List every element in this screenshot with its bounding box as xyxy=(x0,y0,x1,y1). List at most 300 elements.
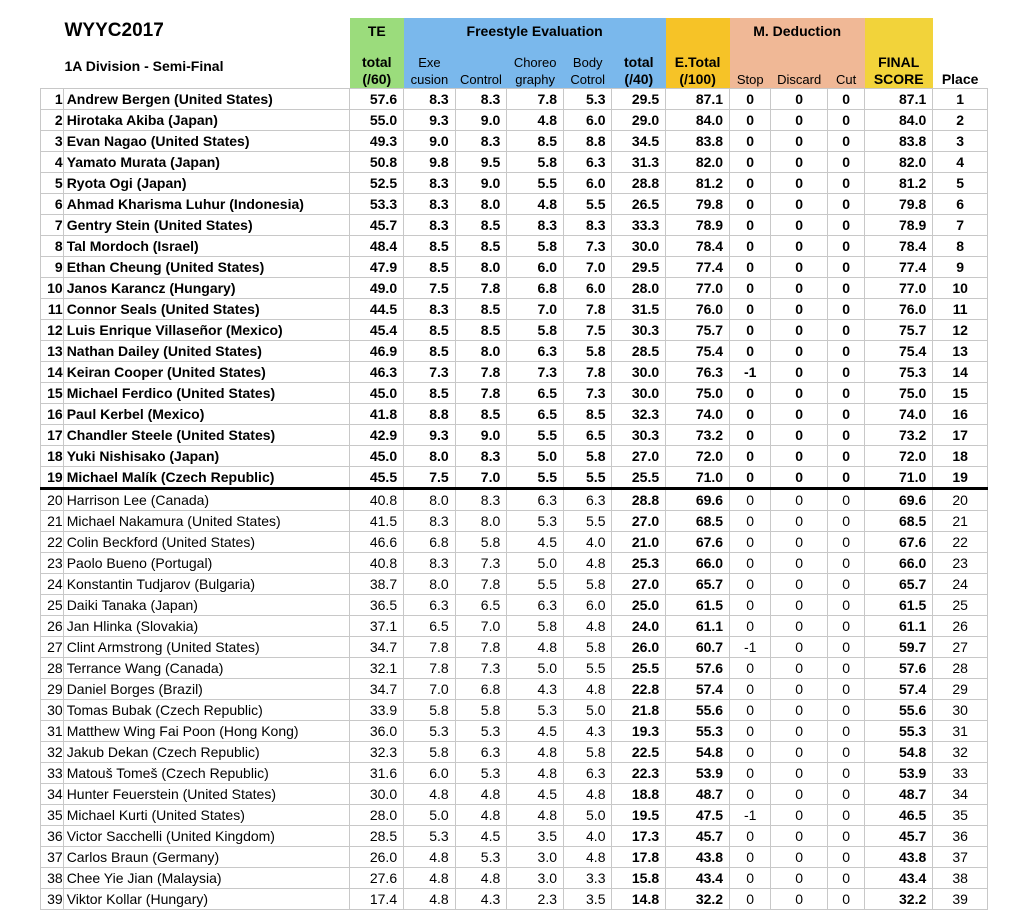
body-control-cell: 4.8 xyxy=(564,679,612,700)
discard-cell: 0 xyxy=(771,805,828,826)
fe-total-cell: 25.0 xyxy=(612,595,666,616)
execution-cell: 6.0 xyxy=(404,763,456,784)
fe-total-cell: 15.8 xyxy=(612,868,666,889)
control-cell: 5.3 xyxy=(455,763,507,784)
cut-cell: 0 xyxy=(828,826,865,847)
te-total-cell: 40.8 xyxy=(350,489,404,511)
rank-cell: 23 xyxy=(41,553,64,574)
cut-cell: 0 xyxy=(828,721,865,742)
body-control-cell: 5.5 xyxy=(564,658,612,679)
stop-cell: 0 xyxy=(730,383,771,404)
choreography-cell: 3.0 xyxy=(507,868,564,889)
cut-cell: 0 xyxy=(828,446,865,467)
cut-cell: 0 xyxy=(828,889,865,910)
fe-total-cell: 29.5 xyxy=(612,89,666,110)
name-cell: Andrew Bergen (United States) xyxy=(63,89,350,110)
cut-cell: 0 xyxy=(828,215,865,236)
execution-cell: 8.5 xyxy=(404,383,456,404)
name-cell: Nathan Dailey (United States) xyxy=(63,341,350,362)
te-total-cell: 52.5 xyxy=(350,173,404,194)
final-score-cell: 77.4 xyxy=(865,257,933,278)
e-total-cell: 76.0 xyxy=(666,299,730,320)
body-control-cell: 4.0 xyxy=(564,826,612,847)
choreography-cell: 5.5 xyxy=(507,574,564,595)
execution-header: Exe cusion xyxy=(404,44,456,89)
e-total-group-cell xyxy=(666,18,730,44)
body-control-cell: 5.0 xyxy=(564,700,612,721)
table-row xyxy=(41,404,988,425)
discard-cell: 0 xyxy=(771,152,828,173)
body-control-cell: 4.8 xyxy=(564,847,612,868)
discard-cell: 0 xyxy=(771,847,828,868)
name-cell: Ahmad Kharisma Luhur (Indonesia) xyxy=(63,194,350,215)
execution-cell: 5.8 xyxy=(404,742,456,763)
stop-cell: -1 xyxy=(730,362,771,383)
cut-cell: 0 xyxy=(828,868,865,889)
control-cell: 7.8 xyxy=(455,574,507,595)
discard-cell: 0 xyxy=(771,236,828,257)
rank-cell: 29 xyxy=(41,679,64,700)
e-total-cell: 66.0 xyxy=(666,553,730,574)
control-cell: 7.0 xyxy=(455,467,507,489)
choreography-cell: 5.5 xyxy=(507,173,564,194)
control-cell: 4.8 xyxy=(455,784,507,805)
e-total-cell: 57.4 xyxy=(666,679,730,700)
deduction-group-header: M. Deduction xyxy=(730,18,865,44)
place-cell: 5 xyxy=(933,173,988,194)
name-cell: Keiran Cooper (United States) xyxy=(63,362,350,383)
cut-cell: 0 xyxy=(828,637,865,658)
table-row xyxy=(41,173,988,194)
place-cell: 35 xyxy=(933,805,988,826)
execution-cell: 7.5 xyxy=(404,278,456,299)
stop-cell: 0 xyxy=(730,763,771,784)
discard-cell: 0 xyxy=(771,889,828,910)
cut-cell: 0 xyxy=(828,425,865,446)
execution-cell: 9.3 xyxy=(404,425,456,446)
e-total-cell: 61.5 xyxy=(666,595,730,616)
cut-cell: 0 xyxy=(828,194,865,215)
body-control-cell: 7.8 xyxy=(564,299,612,320)
stop-cell: 0 xyxy=(730,511,771,532)
cut-cell: 0 xyxy=(828,658,865,679)
discard-cell: 0 xyxy=(771,489,828,511)
rank-cell: 37 xyxy=(41,847,64,868)
discard-cell: 0 xyxy=(771,404,828,425)
e-total-cell: 79.8 xyxy=(666,194,730,215)
table-row xyxy=(41,446,988,467)
rank-cell: 36 xyxy=(41,826,64,847)
fe-total-cell: 32.3 xyxy=(612,404,666,425)
table-row xyxy=(41,658,988,679)
e-total-cell: 83.8 xyxy=(666,131,730,152)
place-group-cell xyxy=(933,18,988,44)
fe-total-cell: 22.8 xyxy=(612,679,666,700)
final-score-cell: 77.0 xyxy=(865,278,933,299)
rank-cell: 32 xyxy=(41,742,64,763)
discard-cell: 0 xyxy=(771,173,828,194)
body-control-cell: 3.5 xyxy=(564,889,612,910)
body-control-cell: 5.5 xyxy=(564,194,612,215)
e-total-cell: 82.0 xyxy=(666,152,730,173)
name-cell: Yuki Nishisako (Japan) xyxy=(63,446,350,467)
control-cell: 8.0 xyxy=(455,194,507,215)
body-control-cell: 5.8 xyxy=(564,742,612,763)
final-score-cell: 55.3 xyxy=(865,721,933,742)
choreography-cell: 4.5 xyxy=(507,532,564,553)
e-total-cell: 60.7 xyxy=(666,637,730,658)
fe-total-cell: 25.5 xyxy=(612,658,666,679)
stop-cell: 0 xyxy=(730,278,771,299)
table-row xyxy=(41,868,988,889)
final-score-cell: 61.1 xyxy=(865,616,933,637)
fe-total-cell: 28.8 xyxy=(612,489,666,511)
control-cell: 5.3 xyxy=(455,721,507,742)
execution-cell: 8.3 xyxy=(404,215,456,236)
choreography-cell: 7.3 xyxy=(507,362,564,383)
control-cell: 6.3 xyxy=(455,742,507,763)
e-total-cell: 69.6 xyxy=(666,489,730,511)
control-cell: 5.3 xyxy=(455,847,507,868)
choreography-cell: 4.8 xyxy=(507,805,564,826)
table-row xyxy=(41,532,988,553)
stop-header: Stop xyxy=(730,44,771,89)
table-row xyxy=(41,194,988,215)
te-total-cell: 49.3 xyxy=(350,131,404,152)
e-total-cell: 32.2 xyxy=(666,889,730,910)
rank-cell: 6 xyxy=(41,194,64,215)
e-total-cell: 55.3 xyxy=(666,721,730,742)
e-total-cell: 67.6 xyxy=(666,532,730,553)
choreography-cell: 4.8 xyxy=(507,110,564,131)
final-score-cell: 65.7 xyxy=(865,574,933,595)
e-total-cell: 47.5 xyxy=(666,805,730,826)
body-control-cell: 4.8 xyxy=(564,553,612,574)
te-total-cell: 45.0 xyxy=(350,383,404,404)
e-total-cell: 43.4 xyxy=(666,868,730,889)
discard-cell: 0 xyxy=(771,637,828,658)
fe-total-cell: 22.5 xyxy=(612,742,666,763)
place-cell: 27 xyxy=(933,637,988,658)
control-cell: 6.5 xyxy=(455,595,507,616)
cut-cell: 0 xyxy=(828,278,865,299)
e-total-cell: 87.1 xyxy=(666,89,730,110)
discard-header: Discard xyxy=(771,44,828,89)
cut-cell: 0 xyxy=(828,383,865,404)
te-total-cell: 45.7 xyxy=(350,215,404,236)
execution-cell: 6.3 xyxy=(404,595,456,616)
body-control-cell: 7.3 xyxy=(564,383,612,404)
e-total-cell: 74.0 xyxy=(666,404,730,425)
choreography-cell: 5.8 xyxy=(507,320,564,341)
name-cell: Michael Malík (Czech Republic) xyxy=(63,467,350,489)
execution-cell: 7.8 xyxy=(404,658,456,679)
body-control-cell: 6.0 xyxy=(564,110,612,131)
rank-cell: 11 xyxy=(41,299,64,320)
place-cell: 6 xyxy=(933,194,988,215)
choreography-cell: 4.3 xyxy=(507,679,564,700)
name-cell: Terrance Wang (Canada) xyxy=(63,658,350,679)
body-control-cell: 3.3 xyxy=(564,868,612,889)
stop-cell: 0 xyxy=(730,257,771,278)
rank-cell: 1 xyxy=(41,89,64,110)
name-cell: Janos Karancz (Hungary) xyxy=(63,278,350,299)
name-cell: Jan Hlinka (Slovakia) xyxy=(63,616,350,637)
discard-cell: 0 xyxy=(771,553,828,574)
execution-cell: 8.5 xyxy=(404,320,456,341)
te-total-cell: 45.4 xyxy=(350,320,404,341)
final-score-cell: 48.7 xyxy=(865,784,933,805)
execution-cell: 7.5 xyxy=(404,467,456,489)
discard-cell: 0 xyxy=(771,341,828,362)
final-score-cell: 66.0 xyxy=(865,553,933,574)
te-total-cell: 36.0 xyxy=(350,721,404,742)
choreography-cell: 4.5 xyxy=(507,721,564,742)
stop-cell: 0 xyxy=(730,679,771,700)
place-cell: 12 xyxy=(933,320,988,341)
fe-total-cell: 18.8 xyxy=(612,784,666,805)
event-title: WYYC2017 xyxy=(64,20,164,41)
execution-cell: 7.8 xyxy=(404,637,456,658)
fe-total-cell: 27.0 xyxy=(612,446,666,467)
body-control-cell: 6.0 xyxy=(564,173,612,194)
e-total-cell: 77.0 xyxy=(666,278,730,299)
rank-cell: 13 xyxy=(41,341,64,362)
place-cell: 33 xyxy=(933,763,988,784)
choreography-cell: 6.3 xyxy=(507,489,564,511)
table-row xyxy=(41,110,988,131)
place-cell: 15 xyxy=(933,383,988,404)
body-control-cell: 5.8 xyxy=(564,574,612,595)
fe-total-cell: 26.5 xyxy=(612,194,666,215)
name-cell: Paul Kerbel (Mexico) xyxy=(63,404,350,425)
final-score-cell: 61.5 xyxy=(865,595,933,616)
place-cell: 28 xyxy=(933,658,988,679)
discard-cell: 0 xyxy=(771,320,828,341)
cut-cell: 0 xyxy=(828,236,865,257)
e-total-cell: 65.7 xyxy=(666,574,730,595)
rank-cell: 3 xyxy=(41,131,64,152)
rank-cell: 17 xyxy=(41,425,64,446)
place-cell: 25 xyxy=(933,595,988,616)
e-total-cell: 61.1 xyxy=(666,616,730,637)
execution-cell: 6.5 xyxy=(404,616,456,637)
choreography-cell: 5.0 xyxy=(507,446,564,467)
fe-total-cell: 33.3 xyxy=(612,215,666,236)
choreography-cell: 6.3 xyxy=(507,341,564,362)
final-group-cell xyxy=(865,18,933,44)
body-control-cell: 7.3 xyxy=(564,236,612,257)
name-cell: Jakub Dekan (Czech Republic) xyxy=(63,742,350,763)
stop-cell: 0 xyxy=(730,89,771,110)
control-cell: 8.5 xyxy=(455,215,507,236)
te-total-cell: 45.5 xyxy=(350,467,404,489)
e-total-cell: 72.0 xyxy=(666,446,730,467)
stop-cell: 0 xyxy=(730,553,771,574)
final-score-cell: 74.0 xyxy=(865,404,933,425)
control-cell: 8.3 xyxy=(455,131,507,152)
te-total-cell: 40.8 xyxy=(350,553,404,574)
place-cell: 29 xyxy=(933,679,988,700)
name-cell: Konstantin Tudjarov (Bulgaria) xyxy=(63,574,350,595)
cut-cell: 0 xyxy=(828,700,865,721)
table-row xyxy=(41,215,988,236)
execution-cell: 8.3 xyxy=(404,194,456,215)
choreography-cell: 8.5 xyxy=(507,131,564,152)
freestyle-group-header: Freestyle Evaluation xyxy=(404,18,666,44)
table-row xyxy=(41,700,988,721)
body-control-cell: 5.8 xyxy=(564,637,612,658)
stop-cell: 0 xyxy=(730,658,771,679)
control-header: Control xyxy=(455,44,507,89)
stop-cell: 0 xyxy=(730,616,771,637)
place-cell: 20 xyxy=(933,489,988,511)
e-total-cell: 45.7 xyxy=(666,826,730,847)
te-total-cell: 28.0 xyxy=(350,805,404,826)
execution-cell: 4.8 xyxy=(404,868,456,889)
stop-cell: 0 xyxy=(730,784,771,805)
table-row xyxy=(41,341,988,362)
discard-cell: 0 xyxy=(771,868,828,889)
final-score-cell: 46.5 xyxy=(865,805,933,826)
cut-cell: 0 xyxy=(828,595,865,616)
cut-cell: 0 xyxy=(828,320,865,341)
te-total-cell: 17.4 xyxy=(350,889,404,910)
te-total-header: total (/60) xyxy=(350,44,404,89)
e-total-cell: 54.8 xyxy=(666,742,730,763)
table-row xyxy=(41,805,988,826)
table-row xyxy=(41,278,988,299)
name-cell: Colin Beckford (United States) xyxy=(63,532,350,553)
final-score-cell: 72.0 xyxy=(865,446,933,467)
control-cell: 9.0 xyxy=(455,173,507,194)
fe-total-cell: 27.0 xyxy=(612,511,666,532)
name-cell: Victor Sacchelli (United Kingdom) xyxy=(63,826,350,847)
body-control-cell: 6.3 xyxy=(564,152,612,173)
choreography-cell: 5.0 xyxy=(507,553,564,574)
name-cell: Hunter Feuerstein (United States) xyxy=(63,784,350,805)
fe-total-cell: 26.0 xyxy=(612,637,666,658)
choreography-cell: 5.8 xyxy=(507,152,564,173)
stop-cell: 0 xyxy=(730,532,771,553)
place-cell: 13 xyxy=(933,341,988,362)
te-total-cell: 50.8 xyxy=(350,152,404,173)
name-cell: Paolo Bueno (Portugal) xyxy=(63,553,350,574)
place-cell: 26 xyxy=(933,616,988,637)
choreography-cell: 4.8 xyxy=(507,763,564,784)
execution-cell: 5.0 xyxy=(404,805,456,826)
rank-cell: 18 xyxy=(41,446,64,467)
cut-cell: 0 xyxy=(828,847,865,868)
choreography-header: Choreo graphy xyxy=(507,44,564,89)
choreography-cell: 3.5 xyxy=(507,826,564,847)
final-score-cell: 43.8 xyxy=(865,847,933,868)
discard-cell: 0 xyxy=(771,658,828,679)
control-cell: 7.8 xyxy=(455,362,507,383)
execution-cell: 5.3 xyxy=(404,721,456,742)
stop-cell: 0 xyxy=(730,700,771,721)
e-total-cell: 75.0 xyxy=(666,383,730,404)
execution-cell: 8.0 xyxy=(404,574,456,595)
body-control-cell: 4.8 xyxy=(564,616,612,637)
execution-cell: 8.3 xyxy=(404,553,456,574)
te-total-cell: 47.9 xyxy=(350,257,404,278)
control-cell: 9.0 xyxy=(455,425,507,446)
discard-cell: 0 xyxy=(771,784,828,805)
fe-total-cell: 30.0 xyxy=(612,383,666,404)
execution-cell: 8.3 xyxy=(404,89,456,110)
name-cell: Tal Mordoch (Israel) xyxy=(63,236,350,257)
table-row xyxy=(41,679,988,700)
name-cell: Harrison Lee (Canada) xyxy=(63,489,350,511)
stop-cell: 0 xyxy=(730,847,771,868)
te-total-cell: 37.1 xyxy=(350,616,404,637)
name-cell: Matouš Tomeš (Czech Republic) xyxy=(63,763,350,784)
rank-cell: 27 xyxy=(41,637,64,658)
table-row xyxy=(41,152,988,173)
fe-total-cell: 30.3 xyxy=(612,425,666,446)
discard-cell: 0 xyxy=(771,110,828,131)
te-total-cell: 30.0 xyxy=(350,784,404,805)
choreography-cell: 5.3 xyxy=(507,700,564,721)
rank-cell: 35 xyxy=(41,805,64,826)
final-score-cell: 57.6 xyxy=(865,658,933,679)
discard-cell: 0 xyxy=(771,721,828,742)
final-score-cell: 75.0 xyxy=(865,383,933,404)
rank-cell: 30 xyxy=(41,700,64,721)
cut-cell: 0 xyxy=(828,257,865,278)
table-row xyxy=(41,89,988,110)
table-row xyxy=(41,383,988,404)
control-cell: 9.5 xyxy=(455,152,507,173)
table-row xyxy=(41,742,988,763)
final-score-header: FINAL SCORE xyxy=(865,44,933,89)
table-row xyxy=(41,299,988,320)
rank-cell: 25 xyxy=(41,595,64,616)
e-total-cell: 55.6 xyxy=(666,700,730,721)
te-total-cell: 36.5 xyxy=(350,595,404,616)
te-total-cell: 34.7 xyxy=(350,637,404,658)
stop-cell: 0 xyxy=(730,194,771,215)
name-cell: Evan Nagao (United States) xyxy=(63,131,350,152)
stop-cell: 0 xyxy=(730,574,771,595)
fe-total-cell: 28.0 xyxy=(612,278,666,299)
execution-cell: 9.8 xyxy=(404,152,456,173)
final-score-cell: 84.0 xyxy=(865,110,933,131)
choreography-cell: 4.5 xyxy=(507,784,564,805)
name-cell: Luis Enrique Villaseñor (Mexico) xyxy=(63,320,350,341)
execution-cell: 5.8 xyxy=(404,700,456,721)
execution-cell: 8.0 xyxy=(404,446,456,467)
body-control-cell: 6.3 xyxy=(564,489,612,511)
table-row xyxy=(41,131,988,152)
te-total-cell: 41.8 xyxy=(350,404,404,425)
name-cell: Tomas Bubak (Czech Republic) xyxy=(63,700,350,721)
rank-cell: 14 xyxy=(41,362,64,383)
te-total-cell: 44.5 xyxy=(350,299,404,320)
choreography-cell: 5.8 xyxy=(507,236,564,257)
fe-total-cell: 17.8 xyxy=(612,847,666,868)
fe-total-cell: 31.3 xyxy=(612,152,666,173)
stop-cell: -1 xyxy=(730,805,771,826)
choreography-cell: 6.0 xyxy=(507,257,564,278)
body-control-cell: 6.5 xyxy=(564,425,612,446)
discard-cell: 0 xyxy=(771,763,828,784)
discard-cell: 0 xyxy=(771,299,828,320)
rank-cell: 38 xyxy=(41,868,64,889)
name-cell: Hirotaka Akiba (Japan) xyxy=(63,110,350,131)
place-cell: 9 xyxy=(933,257,988,278)
